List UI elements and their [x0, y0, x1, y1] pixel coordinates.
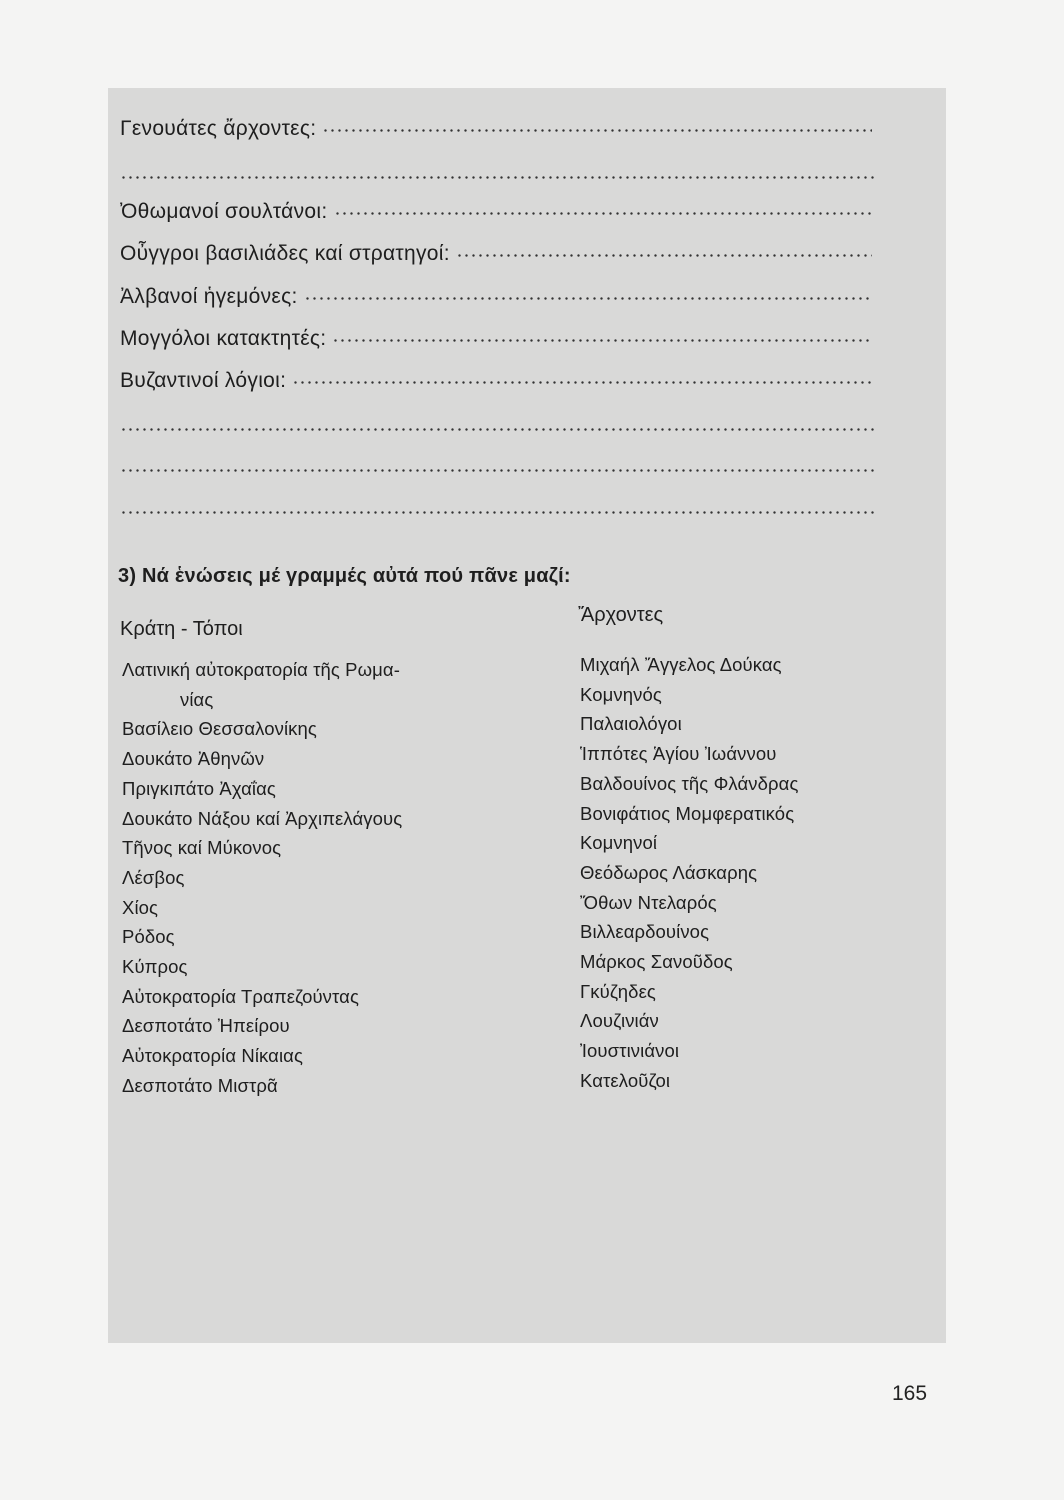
list-item[interactable]: Λέσβος	[122, 866, 185, 888]
list-item[interactable]: Αὐτοκρατορία Τραπεζούντας	[122, 985, 359, 1007]
list-item[interactable]: Ἰουστινιάνοι	[580, 1040, 680, 1062]
list-item[interactable]: Δεσποτάτο Μιστρᾶ	[122, 1074, 278, 1096]
answer-line[interactable]	[304, 297, 872, 300]
list-item[interactable]: Δουκάτο Ἀθηνῶν	[122, 748, 265, 770]
answer-line[interactable]	[332, 339, 872, 342]
fill-line-label: Οὖγγροι βασιλιάδες καί στρατηγοί:	[120, 242, 450, 265]
list-item[interactable]: Γκύζηδες	[580, 980, 656, 1002]
list-item[interactable]: Βιλλεαρδουίνος	[580, 921, 710, 943]
list-item[interactable]: Λατινική αὐτοκρατορία τῆς Ρωμα-	[122, 659, 400, 680]
fill-line-byzantine	[120, 369, 872, 393]
list-item[interactable]: Μάρκος Σανοῦδος	[580, 951, 733, 973]
fill-line-ottoman	[120, 200, 872, 224]
answer-line[interactable]	[292, 381, 872, 384]
list-item[interactable]: Τῆνος καί Μύκονος	[122, 837, 282, 859]
answer-line[interactable]	[120, 469, 875, 472]
fill-line-label: Ὀθωμανοί σουλτάνοι:	[120, 200, 328, 223]
list-item[interactable]: Κατελοῦζοι	[580, 1069, 671, 1091]
list-item[interactable]: Βασίλειο Θεσσαλονίκης	[122, 718, 317, 740]
rulers-list	[580, 650, 798, 1096]
list-item[interactable]: Δεσποτάτο Ἠπείρου	[122, 1015, 290, 1037]
list-item[interactable]: Παλαιολόγοι	[580, 713, 682, 735]
fill-line-hungarian	[120, 242, 872, 266]
list-item[interactable]: Λουζινιάν	[580, 1010, 659, 1032]
list-item[interactable]: νίας	[180, 688, 214, 710]
fill-line-label: Βυζαντινοί λόγιοι:	[120, 369, 287, 392]
fill-line-label: Μογγόλοι κατακτητές:	[120, 327, 327, 350]
fill-line-genoese	[120, 117, 872, 141]
list-item[interactable]: Κύπρος	[122, 956, 188, 978]
list-item[interactable]: Θεόδωρος Λάσκαρης	[580, 861, 758, 883]
answer-line[interactable]	[120, 428, 875, 431]
right-column-header: Ἄρχοντες	[578, 604, 664, 626]
list-item[interactable]: Χίος	[122, 896, 159, 918]
list-item[interactable]: Βονιφάτιος Μομφερατικός	[580, 802, 795, 824]
list-item[interactable]: Μιχαήλ Ἄγγελος Δούκας	[580, 654, 782, 675]
answer-line[interactable]	[120, 511, 875, 514]
list-item[interactable]: Βαλδουίνος τῆς Φλάνδρας	[580, 772, 799, 794]
page-number: 165	[892, 1382, 928, 1405]
list-item[interactable]: Κομνηνοί	[580, 832, 658, 854]
answer-line[interactable]	[322, 129, 872, 132]
answer-line[interactable]	[456, 254, 872, 257]
fill-line-albanian	[120, 285, 872, 309]
list-item[interactable]: Ἱππότες Ἁγίου Ἰωάννου	[580, 743, 777, 765]
states-list	[122, 655, 402, 1101]
list-item[interactable]: Δουκάτο Νάξου καί Ἀρχιπελάγους	[122, 807, 403, 829]
fill-line-mongol	[120, 327, 872, 351]
fill-line-label: Γενουάτες ἄρχοντες:	[120, 117, 317, 140]
answer-line[interactable]	[334, 212, 873, 215]
list-item[interactable]: Ρόδος	[122, 926, 175, 948]
left-column-header: Κράτη - Τόποι	[120, 618, 243, 640]
list-item[interactable]: Πριγκιπάτο Ἀχαΐας	[122, 777, 276, 799]
list-item[interactable]: Αὐτοκρατορία Νίκαιας	[122, 1045, 303, 1067]
list-item[interactable]: Ὄθων Ντελαρός	[580, 891, 717, 913]
fill-line-label: Ἀλβανοί ἡγεμόνες:	[120, 285, 298, 308]
exercise-heading: 3) Νά ἑνώσεις μέ γραμμές αὐτά πού πᾶνε μαζί:	[118, 565, 571, 587]
list-item[interactable]: Κομνηνός	[580, 683, 662, 705]
answer-line[interactable]	[120, 176, 875, 179]
